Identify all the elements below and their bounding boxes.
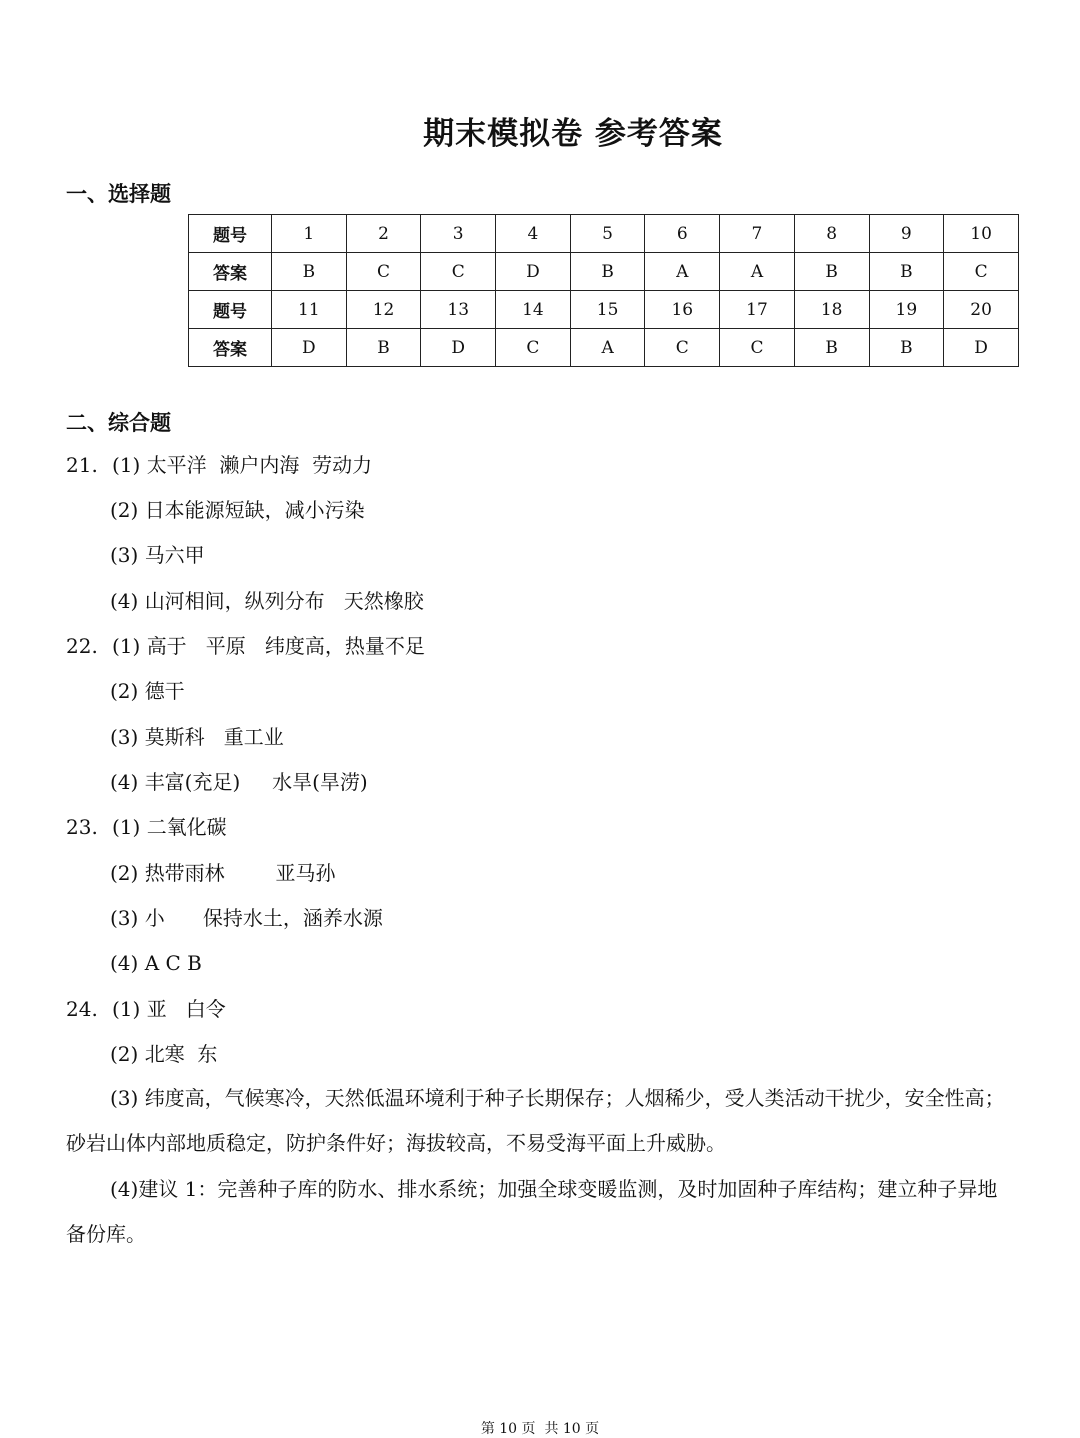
table-cell: B	[794, 329, 869, 367]
answer-text: (1) 高于 平原 纬度高，热量不足	[112, 634, 425, 658]
answer-text: (1) 亚 白令	[112, 997, 226, 1021]
question-number: 21.	[66, 453, 98, 477]
table-cell: C	[720, 329, 795, 367]
table-cell: 17	[720, 291, 795, 329]
section-heading-choice: 一、选择题	[66, 182, 171, 206]
table-cell: 4	[496, 215, 571, 253]
table-cell: 5	[570, 215, 645, 253]
question-22-part-4: (4) 丰富(充足) 水旱(旱涝)	[110, 770, 368, 794]
table-row	[189, 291, 1019, 329]
table-cell: 20	[944, 291, 1019, 329]
table-cell: A	[720, 253, 795, 291]
table-cell: 10	[944, 215, 1019, 253]
table-cell: C	[346, 253, 421, 291]
question-24-part-1	[66, 997, 226, 1021]
table-cell: B	[272, 253, 347, 291]
table-cell: 15	[570, 291, 645, 329]
table-cell: B	[869, 253, 944, 291]
table-cell: A	[570, 329, 645, 367]
table-cell: 9	[869, 215, 944, 253]
row-header: 题号	[189, 291, 272, 329]
question-number: 24.	[66, 997, 98, 1021]
row-header: 答案	[189, 253, 272, 291]
table-cell: C	[421, 253, 496, 291]
table-cell: C	[645, 329, 720, 367]
question-24-part-4: (4)建议 1：完善种子库的防水、排水系统；加强全球变暖监测，及时加固种子库结构；建立种子异地备份库。	[66, 1177, 998, 1246]
answer-table	[188, 214, 1019, 367]
table-cell: 18	[794, 291, 869, 329]
question-23-part-1	[66, 815, 227, 839]
table-cell: 11	[272, 291, 347, 329]
table-cell: C	[496, 329, 571, 367]
answer-text: (1) 太平洋 濑户内海 劳动力	[112, 453, 373, 477]
table-cell: A	[645, 253, 720, 291]
table-cell: 19	[869, 291, 944, 329]
question-22-part-2: (2) 德干	[110, 679, 185, 703]
table-cell: B	[869, 329, 944, 367]
page-title: 期末模拟卷 参考答案	[423, 116, 723, 152]
question-24-part-2: (2) 北寒 东	[110, 1042, 218, 1066]
question-22-part-1	[66, 634, 425, 658]
table-cell: 3	[421, 215, 496, 253]
table-cell: C	[944, 253, 1019, 291]
question-21-part-2: (2) 日本能源短缺，减小污染	[110, 498, 365, 522]
section-heading-comprehensive: 二、综合题	[66, 411, 171, 435]
table-cell: 14	[496, 291, 571, 329]
question-23-part-2: (2) 热带雨林 亚马孙	[110, 861, 336, 885]
table-cell: D	[272, 329, 347, 367]
question-number: 23.	[66, 815, 98, 839]
table-cell: 13	[421, 291, 496, 329]
answer-text: (1) 二氧化碳	[112, 815, 227, 839]
row-header: 题号	[189, 215, 272, 253]
question-number: 22.	[66, 634, 98, 658]
table-cell: B	[346, 329, 421, 367]
table-cell: 7	[720, 215, 795, 253]
table-cell: 12	[346, 291, 421, 329]
question-23-part-3: (3) 小 保持水土，涵养水源	[110, 906, 383, 930]
table-cell: D	[496, 253, 571, 291]
table-cell: B	[794, 253, 869, 291]
table-row	[189, 253, 1019, 291]
table-cell: 1	[272, 215, 347, 253]
row-header: 答案	[189, 329, 272, 367]
question-21-part-1	[66, 453, 372, 477]
table-cell: B	[570, 253, 645, 291]
question-21-part-3: (3) 马六甲	[110, 543, 205, 567]
question-23-part-4: (4) A C B	[110, 951, 202, 975]
table-row	[189, 215, 1019, 253]
table-cell: D	[421, 329, 496, 367]
question-22-part-3: (3) 莫斯科 重工业	[110, 725, 284, 749]
question-21-part-4: (4) 山河相间，纵列分布 天然橡胶	[110, 589, 424, 613]
table-cell: 2	[346, 215, 421, 253]
table-cell: 6	[645, 215, 720, 253]
table-cell: 16	[645, 291, 720, 329]
table-row	[189, 329, 1019, 367]
page-footer: 第 10 页 共 10 页	[480, 1421, 600, 1437]
table-cell: 8	[794, 215, 869, 253]
table-cell: D	[944, 329, 1019, 367]
question-24-part-3: (3) 纬度高，气候寒冷，天然低温环境利于种子长期保存；人烟稀少，受人类活动干扰少，安全性高；砂岩山体内部地质稳定，防护条件好；海拔较高，不易受海平面上升威胁。	[66, 1086, 1005, 1155]
